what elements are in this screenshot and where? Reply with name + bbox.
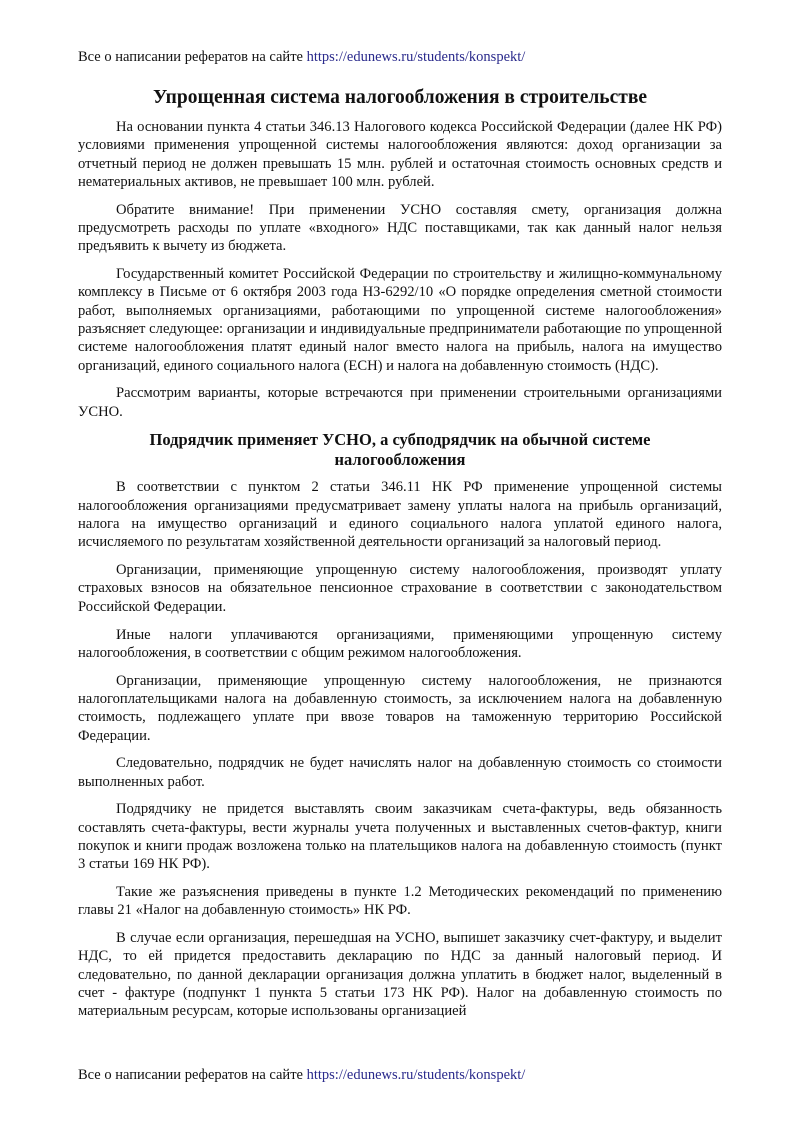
paragraph: Следовательно, подрядчик не будет начислять налог на добавленную стоимость со стоимости выполненных работ. xyxy=(78,755,722,790)
section-heading: Подрядчик применяет УСНО, а субподрядчик на обычной системе налогообложения xyxy=(149,430,651,470)
paragraph: Обратите внимание! При применении УСНО составляя смету, организация должна предусмотреть расходы по уплате «входного» НДС поставщиками, так как данный налог нельзя предъявить к вычету из бюджета. xyxy=(78,201,722,255)
document-title: Упрощенная система налогообложения в строительстве xyxy=(152,87,648,108)
paragraph: Рассмотрим варианты, которые встречаются при применении строительными организациями УСНО. xyxy=(78,385,722,420)
paragraph: В соответствии с пунктом 2 статьи 346.11 НК РФ применение упрощенной системы налогообложения организациями предусматривает замену уплаты налога на прибыль организаций, налога на имущество организаций и единого социального налога уплатой единого налога, исчисляемого по результатам хозяйственной деятельности организаций за налоговый период. xyxy=(78,479,722,551)
header-text: Все о написании рефератов на сайте xyxy=(78,49,307,65)
page-footer xyxy=(78,1066,525,1084)
paragraph: Подрядчику не придется выставлять своим заказчикам счета-фактуры, ведь обязанность составлять счета-фактуры, вести журналы учета полученных и выставленных счетов-фактур, книги покупок и книги продаж возложена только на плательщиков налога на добавленную стоимость (пункт 3 статьи 169 НК РФ). xyxy=(78,801,722,873)
document-body xyxy=(78,86,722,1030)
header-link[interactable]: https://edunews.ru/students/konspekt/ xyxy=(306,49,526,65)
paragraph: Организации, применяющие упрощенную систему налогообложения, не признаются налогоплательщиками налога на добавленную стоимость, за исключением налога на добавленную стоимость, подлежащего уплате при ввозе товаров на таможенную территорию Российской Федерации. xyxy=(78,672,722,744)
paragraph: Организации, применяющие упрощенную систему налогообложения, производят уплату страховых взносов на обязательное пенсионное страхование в соответствии с законодательством Российской Федерации. xyxy=(78,562,722,615)
paragraph: Иные налоги уплачиваются организациями, применяющими упрощенную систему налогообложения, в соответствии с общим режимом налогообложения. xyxy=(78,626,722,661)
paragraph: Государственный комитет Российской Федерации по строительству и жилищно-коммунальному комплексу в Письме от 6 октября 2003 года НЗ-6292/10 «О порядке определения сметной стоимости работ, выполняемых организациями, работающими по упрощенной системе налогообложения» разъясняет следующее: организации и индивидуальные предприниматели работающие по упрощенной системе налогообложения платят единый налог вместо налога на прибыль, налога на имущество организаций, единого социального налога (ЕСН) и налога на добавленную стоимость (НДС). xyxy=(78,266,722,374)
paragraph: На основании пункта 4 статьи 346.13 Налогового кодекса Российской Федерации (далее НК РФ) условиями применения упрощенной системы налогообложения являются: доход организации за отчетный период не должен превышать 15 млн. рублей и остаточная стоимость основных средств и нематериальных активов, не превышает 100 млн. рублей. xyxy=(78,119,722,190)
paragraph: В случае если организация, перешедшая на УСНО, выпишет заказчику счет-фактуру, и выделит НДС, то ей придется предоставить декларацию по НДС за данный налоговый период. И следовательно, по данной декларации организация должна уплатить в бюджет налог, выделенный в счет - фактуре (подпункт 1 пункта 5 статьи 173 НК РФ). Налог на добавленную стоимость по материальным ресурсам, которые использованы организацией xyxy=(78,930,722,1020)
page-header xyxy=(78,48,525,66)
footer-link[interactable]: https://edunews.ru/students/konspekt/ xyxy=(306,1067,526,1083)
footer-text: Все о написании рефератов на сайте xyxy=(78,1067,307,1083)
paragraph: Такие же разъяснения приведены в пункте 1.2 Методических рекомендаций по применению главы 21 «Налог на добавленную стоимость» НК РФ. xyxy=(78,884,722,919)
document-page xyxy=(78,0,722,1131)
